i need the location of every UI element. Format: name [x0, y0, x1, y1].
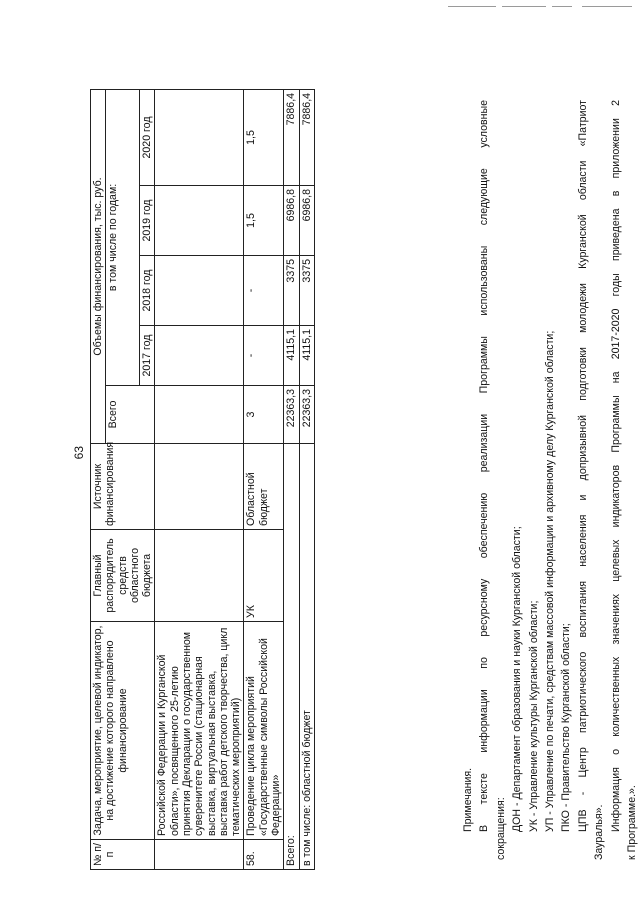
notes-intro-line: сокращения:	[494, 797, 507, 860]
total-2018: 3375	[284, 256, 299, 326]
financing-table	[90, 89, 315, 870]
note-abbrev-pko: ПКО - Правительство Курганской области;	[560, 623, 573, 832]
budget-label: в том числе: областной бюджет	[299, 444, 314, 870]
scan-edge-line	[502, 6, 546, 7]
scan-edge-line	[582, 6, 632, 7]
scan-edge-line	[448, 6, 496, 7]
note-abbrev-up: УП - Управление по печати, средствам массовой информации и архивному делу Курганской области;	[544, 330, 557, 832]
header-year-2018: 2018 год	[140, 256, 155, 326]
cell-admin	[155, 530, 244, 622]
cell-2020: 1,5	[244, 89, 284, 185]
budget-2017: 4115,1	[299, 326, 314, 386]
note-indicators-info: Информация о количественных значениях целевых индикаторов Программы на 2017-2020 годы приведена в приложении 2	[609, 100, 622, 832]
table-row	[155, 89, 244, 869]
header-year-2017: 2017 год	[140, 326, 155, 386]
header-admin: Главный распорядитель средств областного бюджета	[91, 530, 155, 622]
notes-section	[460, 100, 640, 860]
notes-intro-line: В тексте информации по ресурсному обеспечению реализации Программы использованы следующие условные	[478, 100, 491, 832]
table-row	[244, 89, 284, 869]
budget-row	[299, 89, 314, 869]
header-volumes: Объемы финансирования, тыс. руб.	[91, 89, 106, 443]
cell-2018	[155, 256, 244, 326]
header-source: Источник финансирования	[91, 444, 155, 530]
cell-task: Российской Федерации и Курганской области», посвященного 25-летию принятия Декларации о государственном суверенитете России (стационарная выставка, виртуальная выставка, выставка работ детского творчества, цикл тематических мероприятий)	[155, 622, 244, 840]
total-2019: 6986,8	[284, 186, 299, 256]
budget-2018: 3375	[299, 256, 314, 326]
total-label: Всего:	[284, 444, 299, 870]
total-2017: 4115,1	[284, 326, 299, 386]
header-total: Всего	[106, 386, 155, 444]
cell-task: Проведение цикла мероприятий «Государственные символы Российской Федерации»	[244, 622, 284, 840]
header-year-2019: 2019 год	[140, 186, 155, 256]
cell-total: 3	[244, 386, 284, 444]
cell-2020	[155, 89, 244, 185]
cell-total	[155, 386, 244, 444]
budget-2019: 6986,8	[299, 186, 314, 256]
total-value: 22363,3	[284, 386, 299, 444]
header-row	[91, 89, 106, 869]
cell-source: Областной бюджет	[244, 444, 284, 530]
note-abbrev-cpv-cont: Зауралья».	[593, 804, 606, 860]
page-number: 63	[72, 446, 86, 460]
note-indicators-info-cont: к Программе.».	[626, 785, 639, 860]
cell-num: 58.	[244, 840, 284, 870]
note-abbrev-cpv: ЦПВ - Центр патриотического воспитания населения и допризывной подготовки молодежи Курганской области «Патриот	[576, 100, 589, 832]
note-abbrev-don: ДОН - Департамент образования и науки Курганской области;	[511, 526, 524, 832]
total-row	[284, 89, 299, 869]
header-year-2020: 2020 год	[140, 89, 155, 185]
cell-2017: -	[244, 326, 284, 386]
cell-num	[155, 840, 244, 870]
cell-2019	[155, 186, 244, 256]
budget-2020: 7886,4	[299, 89, 314, 185]
scan-edge-line	[552, 6, 572, 7]
rotated-page-content	[90, 90, 640, 870]
note-abbrev-uk: УК - Управление культуры Курганской области;	[527, 600, 540, 832]
cell-2018: -	[244, 256, 284, 326]
budget-total: 22363,3	[299, 386, 314, 444]
cell-admin: УК	[244, 530, 284, 622]
header-num: № п/п	[91, 840, 155, 870]
header-task: Задача, мероприятие, целевой индикатор, на достижение которого направлено финансирование	[91, 622, 155, 840]
notes-heading: Примечания.	[462, 767, 474, 832]
header-by-years: в том числе по годам:	[106, 89, 140, 385]
total-2020: 7886,4	[284, 89, 299, 185]
cell-2017	[155, 326, 244, 386]
cell-source	[155, 444, 244, 530]
cell-2019: 1,5	[244, 186, 284, 256]
